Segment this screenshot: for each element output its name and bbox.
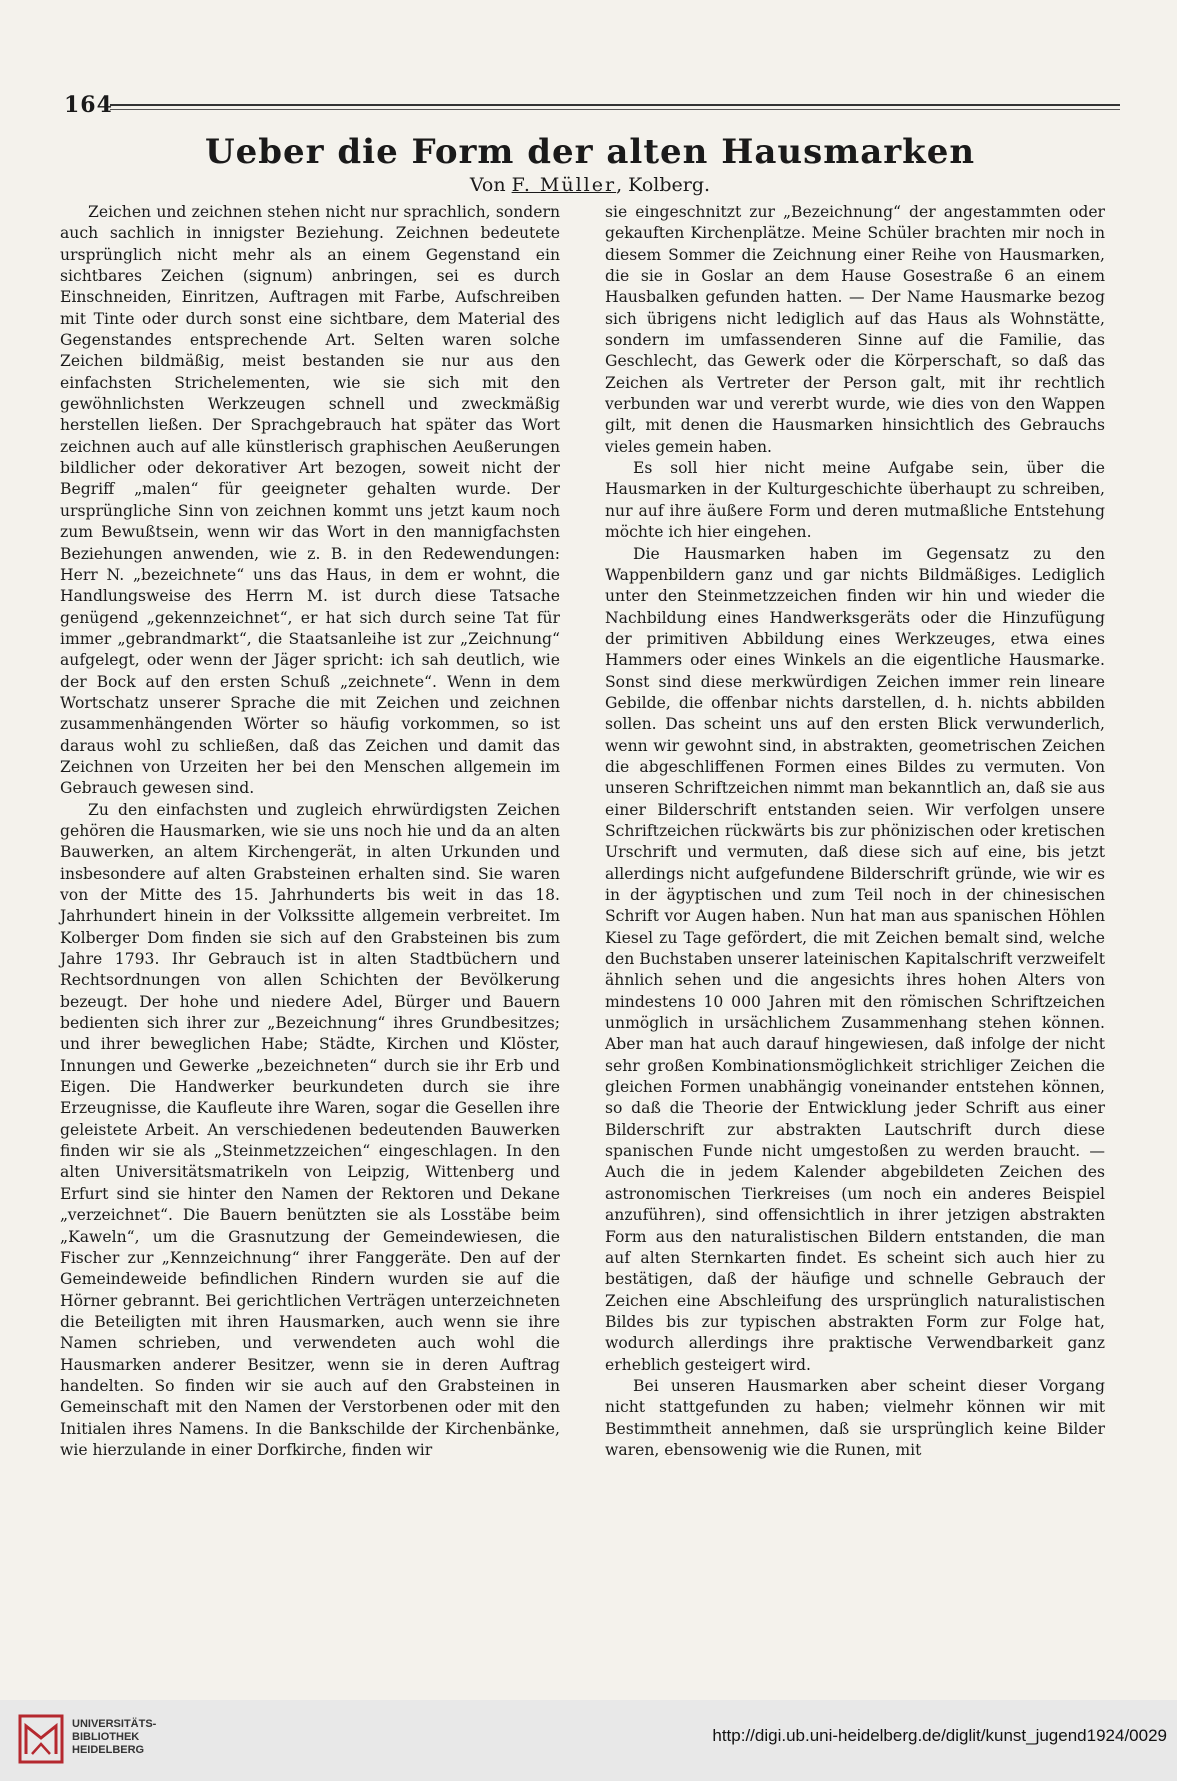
right-column (605, 202, 1105, 1461)
page-number: 164 (64, 92, 113, 118)
byline-place: , Kolberg. (616, 174, 711, 196)
byline-prefix: Von (469, 174, 506, 196)
header-rule (110, 104, 1120, 110)
library-logo-icon (18, 1714, 64, 1764)
paragraph: Zeichen und zeichnen stehen nicht nur sprachlich, sondern auch sachlich in innigster Beziehung. Zeichnen bedeutete ursprünglich nicht mehr als an einem Gegenstand ein sichtbares Zeichen (signum) anbringen, sei es durch Einschneiden, Einritzen, Auftragen mit Farbe, Aufschreiben mit Tinte oder durch sonst eine sichtbare, dem Material des Gegenstandes entsprechende Art. Selten waren solche Zeichen bildmäßig, meist bestanden sie nur aus den einfachsten Strichelementen, wie sie sich mit den gewöhnlichsten Werkzeugen schnell und zweckmäßig herstellen ließen. Der Sprachgebrauch hat später das Wort zeichnen auch auf alle künstlerisch graphischen Aeußerungen bildlicher oder dekorativer Art bezogen, soweit nicht der Begriff „malen“ für geeigneter gehalten wurde. Der ursprüngliche Sinn von zeichnen kommt uns jetzt kaum noch zum Bewußtsein, wenn wir das Wort in den mannigfachsten Beziehungen anwenden, wie z. B. in den Redewendungen: Herr N. „bezeichnete“ uns das Haus, in dem er wohnt, die Handlungsweise des Herrn M. ist durch diese Tatsache genügend „gekennzeichnet“, er hat sich durch seine Tat für immer „gebrandmarkt“, die Staatsanleihe ist zur „Zeichnung“ aufgelegt, oder wenn der Jäger spricht: ich sah deutlich, wie der Bock auf den ersten Schuß „zeichnete“. Wenn in dem Wortschatz unserer Sprache die mit Zeichen und zeichnen zusammenhängenden Wörter so häufig vorkommen, so ist daraus wohl zu schließen, daß das Zeichen und damit das Zeichnen von Urzeiten her bei den Menschen allgemein im Gebrauch gewesen sind. (60, 203, 560, 798)
paragraph: Die Hausmarken haben im Gegensatz zu den Wappenbildern ganz und gar nichts Bildmäßiges. Lediglich unter den Steinmetzzeichen finden wir hin und wieder die Nachbildung eines Handwerksgeräts oder die Hinzufügung der primitiven Abbildung eines Werkzeuges, etwa eines Hammers oder eines Winkels an die eigentliche Hausmarke. Sonst sind diese merkwürdigen Zeichen immer rein lineare Gebilde, die offenbar nichts darstellen, d. h. nichts abbilden sollen. Das scheint uns auf den ersten Blick verwunderlich, wenn wir gewohnt sind, in abstrakten, geometrischen Zeichen die abgeschliffenen Formen eines Bildes zu vermuten. Von unseren Schriftzeichen nimmt man bekanntlich an, daß sie aus einer Bilderschrift entstanden seien. Wir verfolgen unsere Schriftzeichen rückwärts bis zur phönizischen oder kretischen Urschrift und vermuten, daß diese sich auf eine, bis jetzt allerdings nicht aufgefundene Bilderschrift gründe, wie wir es in der ägyptischen und zum Teil noch in der chinesischen Schrift vor Augen haben. Nun hat man aus spanischen Höhlen Kiesel zu Tage gefördert, die mit Zeichen bemalt sind, welche den Buchstaben unserer lateinischen Kapitalschrift verzweifelt ähnlich sehen und die angesichts ihres hohen Alters von mindestens 10 000 Jahren mit den römischen Schriftzeichen unmöglich in ursächlichem Zusammenhang stehen können. Aber man hat auch darauf hingewiesen, daß infolge der nicht sehr großen Kombinationsmöglichkeit strichliger Zeichen die gleichen Formen unabhängig voneinander entstehen können, so daß die Theorie der Entwicklung jeder Schrift aus einer Bilderschrift zur abstrakten Lautschrift durch diese spanischen Funde nicht umgestoßen zu werden braucht. — Auch die in jedem Kalender abgebildeten Zeichen des astronomischen Tierkreises (um noch ein anderes Beispiel anzuführen), sind offensichtlich in ihrer jetzigen abstrakten Form aus den naturalistischen Bildern entstanden, die man auf alten Sternkarten findet. Es scheint sich auch hier zu bestätigen, daß der häufige und schnelle Gebrauch der Zeichen eine Abschleifung des ursprünglich naturalistischen Bildes bis zur typischen abstrakten Form zur Folge hat, wodurch allerdings ihre praktische Verwendbarkeit ganz erheblich gesteigert wird. (605, 544, 1105, 1374)
page-header (60, 92, 1120, 116)
paragraph: Bei unseren Hausmarken aber scheint dieser Vorgang nicht stattgefunden zu haben; vielmehr können wir mit Bestimmtheit annehmen, daß sie ursprünglich keine Bilder waren, ebensowenig wie die Runen, mit (605, 1376, 1105, 1459)
library-name: UNIVERSITÄTS- BIBLIOTHEK HEIDELBERG (72, 1718, 157, 1756)
byline-author: F. Müller (511, 174, 617, 196)
article-byline (60, 174, 1120, 196)
left-column (60, 202, 560, 1461)
text-columns (0, 202, 1177, 1622)
paragraph: Zu den einfachsten und zugleich ehrwürdigsten Zeichen gehören die Hausmarken, wie sie uns noch hie und da an alten Bauwerken, an altem Kirchengerät, in alten Urkunden und insbesondere auf alten Grabsteinen erhalten sind. Sie waren von der Mitte des 15. Jahrhunderts bis weit in das 18. Jahrhundert hinein in der Volkssitte allgemein verbreitet. Im Kolberger Dom finden sie sich auf den Grabsteinen bis zum Jahre 1793. Ihr Gebrauch ist in alten Stadtbüchern und Rechtsordnungen von allen Schichten der Bevölkerung bezeugt. Der hohe und niedere Adel, Bürger und Bauern bedienten sich ihrer zur „Bezeichnung“ ihres Grundbesitzes; und ihrer beweglichen Habe; Städte, Kirchen und Klöster, Innungen und Gewerke „bezeichneten“ durch sie ihr Erb und Eigen. Die Handwerker beurkundeten durch sie ihre Erzeugnisse, die Kaufleute ihre Waren, sogar die Gesellen ihre geleistete Arbeit. An verschiedenen bedeutenden Bauwerken finden wir sie als „Steinmetzzeichen“ eingeschlagen. In den alten Universitätsmatrikeln von Leipzig, Wittenberg und Erfurt sind sie hinter den Namen der Rektoren und Dekane „verzeichnet“. Die Bauern benützten sie als Losstäbe beim „Kaweln“, um die Grasnutzung der Gemeindewiesen, die Fischer zur „Kennzeichnung“ ihrer Fanggeräte. Den auf der Gemeindeweide befindlichen Rindern wurden sie auf die Hörner gebrannt. Bei gerichtlichen Verträgen unterzeichneten die Beteiligten mit ihren Hausmarken, auch wenn sie ihre Namen schrieben, und verwendeten auch wohl die Hausmarken anderer Besitzer, wenn sie in deren Auftrag handelten. So finden wir sie auch auf den Grabsteinen in Gemeinschaft mit den Namen der Verstorbenen oder mit den Initialen ihres Namens. In die Bankschilde der Kirchenbänke, wie hierzulande in einer Dorfkirche, finden wir (60, 800, 560, 1459)
viewer-footer (0, 1700, 1177, 1781)
article-title: Ueber die Form der alten Hausmarken (204, 132, 976, 172)
source-url-link[interactable]: http://digi.ub.uni-heidelberg.de/diglit/kunst_jugend1924/0029 (712, 1726, 1167, 1745)
paragraph: sie eingeschnitzt zur „Bezeichnung“ der angestammten oder gekauften Kirchenplätze. Meine Schüler brachten mir noch in diesem Sommer die Zeichnung einer Reihe von Hausmarken, die sie in Goslar an dem Hause Gosestraße 6 an einem Hausbalken gefunden hatten. — Der Name Hausmarke bezog sich übrigens nicht lediglich auf das Haus als Wohnstätte, sondern im umfassenderen Sinne auf die Familie, das Geschlecht, das Gewerk oder die Körperschaft, so daß das Zeichen als Vertreter der Person galt, mit ihr rechtlich verbunden war und vererbt wurde, wie dies von den Wappen gilt, mit denen die Hausmarken hinsichtlich des Gebrauchs vieles gemein haben. (605, 203, 1105, 456)
paragraph: Es soll hier nicht meine Aufgabe sein, über die Hausmarken in der Kulturgeschichte überhaupt zu schreiben, nur auf ihre äußere Form und deren mutmaßliche Entstehung möchte ich hier eingehen. (605, 459, 1105, 542)
